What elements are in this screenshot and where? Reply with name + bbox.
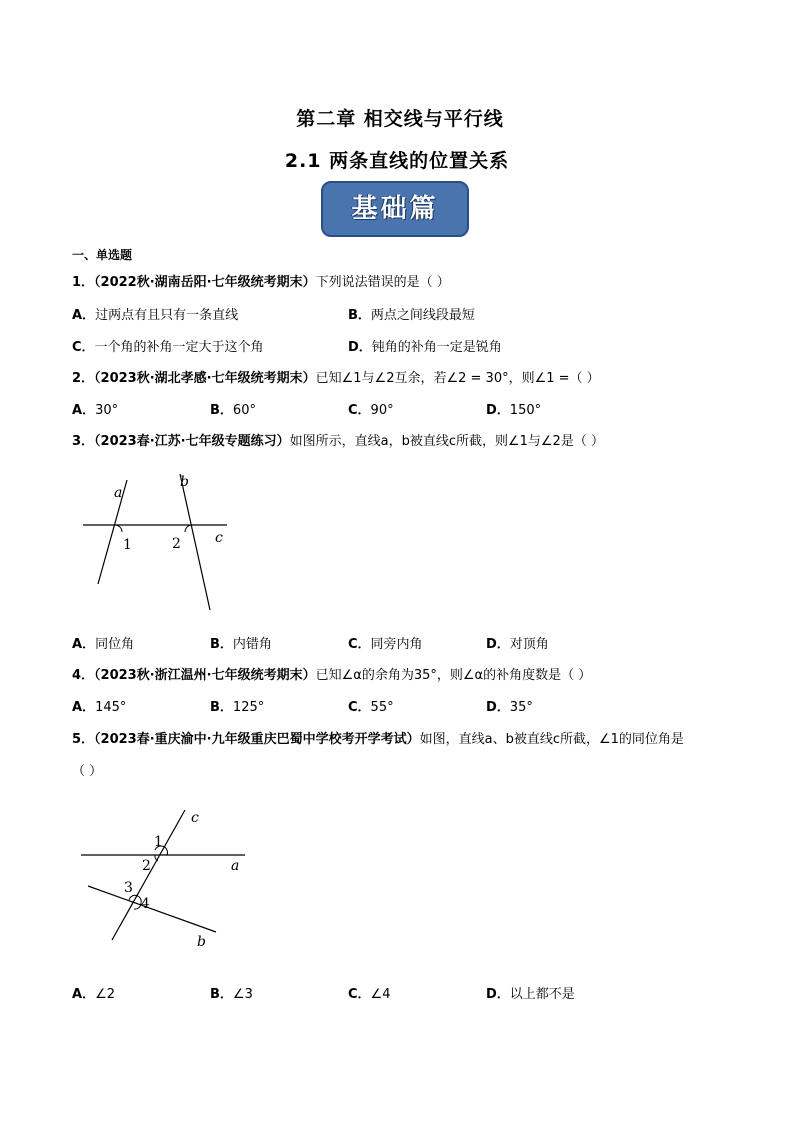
label-1: 1 (154, 834, 163, 850)
question-stem: 如图所示，直线a，b被直线c所截，则∠1与∠2是（ ） (289, 434, 604, 449)
q3-option-b[interactable] (210, 633, 272, 652)
line-b (88, 886, 216, 932)
question-number: 4． (72, 668, 95, 683)
option-letter: B． (210, 700, 233, 715)
q3-option-a[interactable] (72, 633, 134, 652)
figure-q3 (80, 468, 240, 618)
line-b (180, 474, 210, 610)
option-letter: D． (486, 987, 510, 1002)
line-c (112, 810, 185, 940)
option-text: 过两点有且只有一条直线 (95, 308, 239, 323)
question-5-continuation: （ ） (72, 764, 103, 779)
question-source: （2023春·重庆渝中·九年级重庆巴蜀中学校考开学考试） (94, 732, 420, 747)
option-text: ∠4 (370, 987, 391, 1002)
option-letter: C． (348, 987, 371, 1002)
question-source: （2022秋·湖南岳阳·七年级统考期末） (94, 275, 316, 290)
question-1 (72, 271, 450, 290)
label-a: a (114, 485, 123, 501)
q3-option-c[interactable] (348, 633, 423, 652)
option-letter: A． (72, 987, 96, 1002)
question-number: 2． (72, 371, 95, 386)
option-letter: D． (486, 700, 510, 715)
option-letter: D． (486, 403, 510, 418)
option-text: 一个角的补角一定大于这个角 (94, 340, 264, 355)
option-letter: C． (348, 403, 371, 418)
option-letter: D． (486, 637, 510, 652)
option-letter: A． (72, 637, 96, 652)
option-letter: A． (72, 403, 96, 418)
option-text: 60° (232, 403, 256, 418)
angle-1-arc (115, 525, 122, 532)
label-1: 1 (123, 537, 132, 553)
label-a: a (231, 858, 240, 874)
option-text: 钝角的补角一定是锐角 (371, 340, 502, 355)
q4-option-b[interactable] (210, 696, 264, 715)
label-2: 2 (172, 536, 181, 552)
q4-option-a[interactable] (72, 696, 126, 715)
q5-option-c[interactable] (348, 983, 390, 1002)
option-text: 125° (232, 700, 265, 715)
section-title: 2.1 两条直线的位置关系 (284, 150, 510, 172)
q3-option-d[interactable] (486, 633, 549, 652)
option-letter: D． (348, 340, 372, 355)
question-stem: 如图，直线a、b被直线c所截，∠1的同位角是 (419, 732, 684, 747)
option-text: 35° (509, 700, 533, 715)
q5-option-b[interactable] (210, 983, 253, 1002)
question-5 (72, 728, 684, 747)
q2-option-c[interactable] (348, 399, 394, 418)
chapter-title: 第二章 相交线与平行线 (296, 108, 504, 130)
q1-option-b[interactable] (348, 304, 475, 323)
option-text: ∠2 (95, 987, 115, 1002)
figure-q5 (78, 806, 254, 952)
section-heading: 一、单选题 (72, 248, 133, 262)
label-2: 2 (142, 858, 151, 874)
label-c: c (191, 810, 199, 826)
question-number: 5． (72, 732, 95, 747)
label-b: b (197, 934, 206, 950)
question-number: 1． (72, 275, 95, 290)
option-letter: B． (210, 403, 233, 418)
option-letter: C． (348, 700, 371, 715)
question-source: （2023春·江苏·七年级专题练习） (94, 434, 290, 449)
option-text: 内错角 (232, 637, 272, 652)
option-text: ∠3 (232, 987, 253, 1002)
option-text: 对顶角 (509, 637, 549, 652)
q4-option-d[interactable] (486, 696, 533, 715)
q5-option-d[interactable] (486, 983, 575, 1002)
label-c: c (215, 530, 223, 546)
label-4: 4 (141, 896, 150, 912)
q1-option-a[interactable] (72, 304, 238, 323)
q2-option-b[interactable] (210, 399, 256, 418)
question-stem: 已知∠1与∠2互余，若∠2 = 30°，则∠1 =（ ） (315, 371, 600, 386)
q1-option-c[interactable] (72, 336, 264, 355)
q2-option-a[interactable] (72, 399, 118, 418)
option-letter: B． (210, 637, 233, 652)
question-4 (72, 664, 591, 683)
question-2 (72, 367, 600, 386)
option-text: 90° (370, 403, 394, 418)
line-a (98, 480, 127, 584)
q4-option-c[interactable] (348, 696, 394, 715)
option-text: 两点之间线段最短 (370, 308, 475, 323)
q5-option-a[interactable] (72, 983, 115, 1002)
option-text: 30° (95, 403, 119, 418)
label-b: b (180, 474, 189, 490)
question-number: 3． (72, 434, 95, 449)
question-stem: 下列说法错误的是（ ） (315, 275, 450, 290)
option-letter: A． (72, 700, 96, 715)
label-3: 3 (124, 880, 133, 896)
question-3 (72, 430, 604, 449)
option-text: 55° (370, 700, 394, 715)
option-letter: A． (72, 308, 96, 323)
question-stem: 已知∠α的余角为35°，则∠α的补角度数是（ ） (315, 668, 592, 683)
question-source: （2023秋·湖北孝感·七年级统考期末） (94, 371, 316, 386)
option-text: 同位角 (95, 637, 135, 652)
option-letter: B． (210, 987, 233, 1002)
option-text: 以上都不是 (509, 987, 575, 1002)
option-text: 145° (95, 700, 127, 715)
option-text: 150° (509, 403, 542, 418)
q1-option-d[interactable] (348, 336, 502, 355)
q2-option-d[interactable] (486, 399, 541, 418)
question-source: （2023秋·浙江温州·七年级统考期末） (94, 668, 316, 683)
option-letter: C． (348, 637, 371, 652)
option-letter: C． (72, 340, 95, 355)
option-text: 同旁内角 (370, 637, 423, 652)
level-badge: 基础篇 (321, 181, 469, 237)
option-letter: B． (348, 308, 371, 323)
